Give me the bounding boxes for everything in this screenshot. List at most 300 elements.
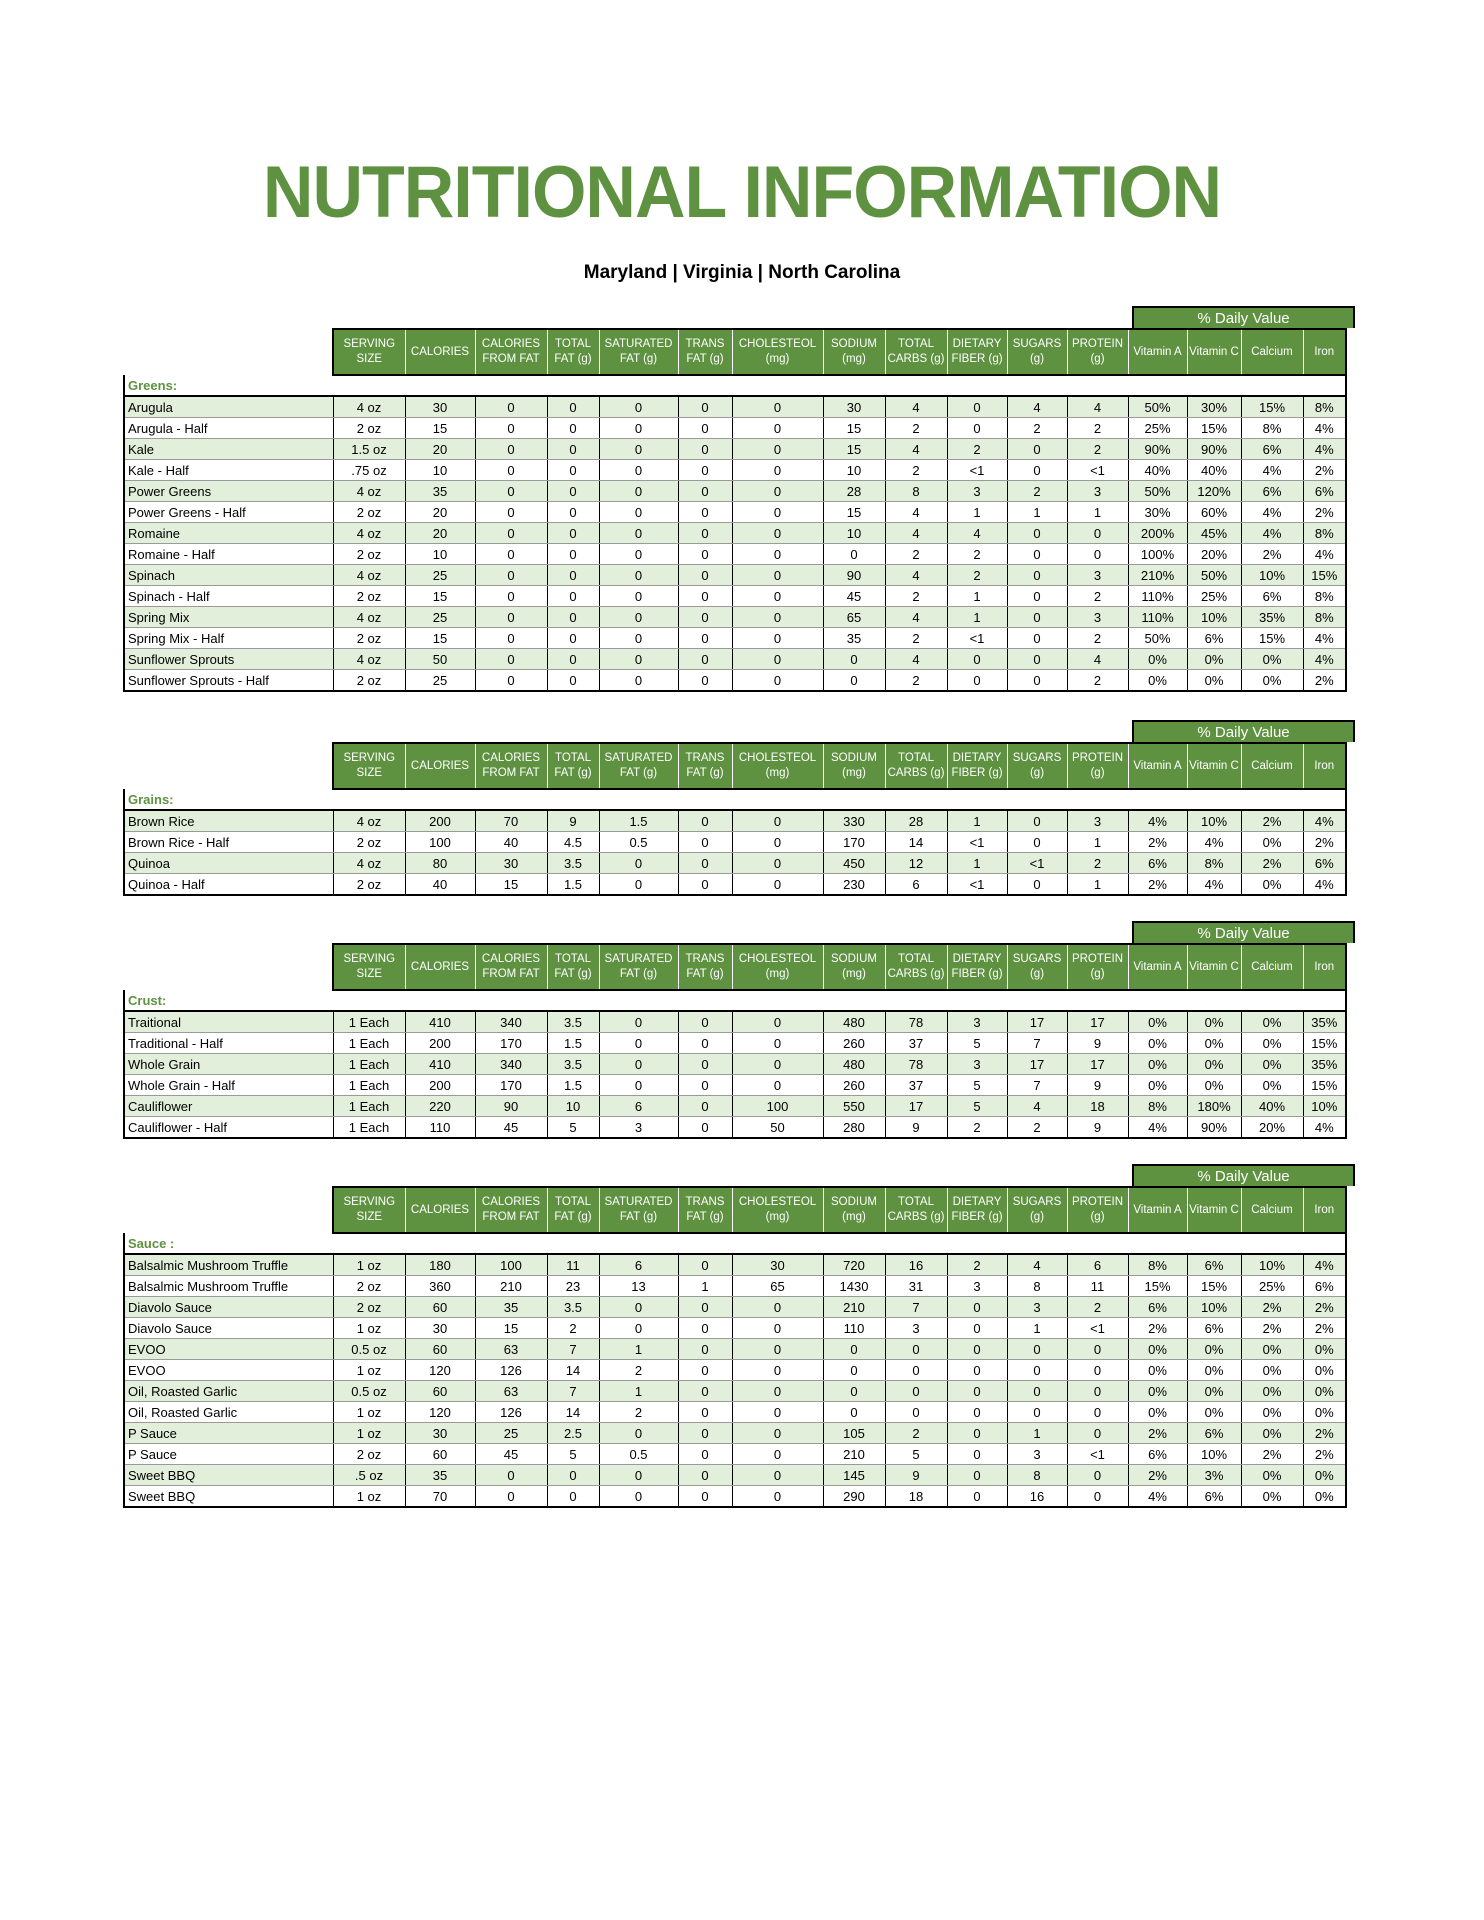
table-cell: 11 [1067,1276,1128,1297]
column-header: SODIUM (mg) [823,743,885,789]
table-cell: 78 [885,1054,947,1075]
table-cell: 7 [547,1381,599,1402]
table-cell: 8 [1007,1276,1067,1297]
table-cell: 0 [678,544,732,565]
table-cell: 2 [947,565,1007,586]
table-cell: 4 [1067,396,1128,418]
column-header: TOTAL FAT (g) [547,743,599,789]
item-name: Traditional - Half [124,1033,333,1054]
table-cell: 0 [947,1486,1007,1508]
table-cell: 0% [1187,1339,1241,1360]
column-header: TOTAL FAT (g) [547,329,599,375]
table-cell: 6 [1067,1254,1128,1276]
table-cell: 0 [599,1486,678,1508]
table-cell: 0 [678,1075,732,1096]
table-cell: 210 [823,1444,885,1465]
table-cell: 15 [823,502,885,523]
item-name: Power Greens [124,481,333,502]
table-cell: 8% [1187,853,1241,874]
table-cell: <1 [1067,460,1128,481]
table-cell: 0 [599,874,678,896]
column-header: Iron [1303,944,1346,990]
table-cell: 7 [547,1339,599,1360]
column-header: SERVING SIZE [333,944,405,990]
table-cell: 14 [547,1360,599,1381]
table-cell: 4 [885,523,947,544]
table-cell: 0 [678,1011,732,1033]
table-cell: 100 [475,1254,547,1276]
table-cell: 0 [1007,1339,1067,1360]
column-header: Vitamin C [1187,1187,1241,1233]
table-cell: 15 [405,628,475,649]
table-cell: 16 [885,1254,947,1276]
item-name: Balsalmic Mushroom Truffle [124,1254,333,1276]
column-header: Iron [1303,743,1346,789]
table-cell: 0 [475,649,547,670]
table-cell: 0 [732,481,823,502]
table-cell: 6 [599,1096,678,1117]
table-cell: 0 [599,1465,678,1486]
table-cell: 15 [405,418,475,439]
table-cell: 20 [405,523,475,544]
table-cell: 9 [885,1465,947,1486]
table-cell: 0% [1187,1381,1241,1402]
table-cell: 6% [1241,439,1303,460]
table-cell: 0 [678,1381,732,1402]
page-title: NUTRITIONAL INFORMATION [262,151,1222,233]
table-row [124,649,1346,670]
item-name: EVOO [124,1360,333,1381]
column-header: DIETARY FIBER (g) [947,743,1007,789]
table-cell: 10% [1187,1444,1241,1465]
table-cell: 110 [823,1318,885,1339]
table-cell: 4% [1241,502,1303,523]
table-cell: 4% [1187,874,1241,896]
table-cell: 0 [1007,565,1067,586]
table-cell: 0 [678,481,732,502]
table-cell: 2 oz [333,418,405,439]
table-cell: 2 [885,460,947,481]
table-cell: 220 [405,1096,475,1117]
table-cell: 2 [547,1318,599,1339]
table-cell: 0 [678,1444,732,1465]
table-cell: 0% [1187,1360,1241,1381]
table-cell: 4 [885,502,947,523]
table-cell: 2% [1303,460,1346,481]
table-row [124,1033,1346,1054]
category-label: Greens: [124,375,1346,396]
column-header: SERVING SIZE [333,329,405,375]
table-cell: 2 oz [333,832,405,853]
table-cell: 15% [1303,565,1346,586]
table-row [124,439,1346,460]
table-cell: 170 [475,1075,547,1096]
table-cell: 1 [947,502,1007,523]
table-row [124,1054,1346,1075]
table-cell: 0 [547,396,599,418]
table-cell: 2 [947,544,1007,565]
table-cell: 0 [732,1011,823,1033]
table-cell: 4% [1187,832,1241,853]
table-cell: 0% [1241,832,1303,853]
table-cell: 2 [1007,418,1067,439]
table-cell: 0 [732,628,823,649]
table-cell: 2% [1303,832,1346,853]
table-cell: 4 oz [333,523,405,544]
table-cell: 10 [547,1096,599,1117]
table-cell: 0% [1241,1075,1303,1096]
column-header: CALORIES FROM FAT [475,743,547,789]
table-cell: 100% [1128,544,1187,565]
table-cell: 200 [405,810,475,832]
table-cell: 90% [1187,439,1241,460]
table-cell: 0 [475,586,547,607]
table-cell: 0 [678,1402,732,1423]
table-cell: 0 [475,523,547,544]
table-cell: 0 [599,670,678,692]
table-cell: 0 [547,502,599,523]
table-cell: 180 [405,1254,475,1276]
table-cell: 18 [1067,1096,1128,1117]
table-row [124,1444,1346,1465]
table-cell: 35 [475,1297,547,1318]
table-cell: 0 [1007,874,1067,896]
column-header: PROTEIN (g) [1067,1187,1128,1233]
table-row [124,670,1346,692]
item-name: Cauliflower [124,1096,333,1117]
header-blank [124,944,333,990]
item-name: Romaine [124,523,333,544]
table-cell: 0 [547,481,599,502]
table-cell: 60 [405,1339,475,1360]
item-name: Power Greens - Half [124,502,333,523]
table-cell: 4% [1303,810,1346,832]
item-name: Sweet BBQ [124,1465,333,1486]
table-cell: 23 [547,1276,599,1297]
table-cell: 0 [547,649,599,670]
table-cell: 15 [475,874,547,896]
column-header: TOTAL FAT (g) [547,1187,599,1233]
table-cell: 0% [1128,1402,1187,1423]
table-cell: 8% [1241,418,1303,439]
table-cell: 2 [1067,439,1128,460]
table-cell: 4% [1128,1486,1187,1508]
table-row [124,607,1346,628]
table-cell: 70 [405,1486,475,1508]
table-row [124,502,1346,523]
table-cell: 120 [405,1360,475,1381]
table-cell: 37 [885,1033,947,1054]
table-cell: 4 oz [333,853,405,874]
column-header: CALORIES FROM FAT [475,944,547,990]
table-cell: 2% [1303,1318,1346,1339]
page-subtitle: Maryland | Virginia | North Carolina [583,262,901,283]
table-cell: 0 [1067,1360,1128,1381]
table-cell: 0% [1241,1033,1303,1054]
table-cell: 0% [1128,1075,1187,1096]
table-cell: 90 [475,1096,547,1117]
table-cell: 2 oz [333,544,405,565]
table-cell: 1 [947,607,1007,628]
table-cell: 0% [1303,1360,1346,1381]
table-cell: 1 Each [333,1011,405,1033]
table-cell: 3 [947,1276,1007,1297]
table-row [124,418,1346,439]
table-cell: 0 [885,1339,947,1360]
table-cell: 2 oz [333,874,405,896]
table-cell: 0% [1241,1465,1303,1486]
header-blank [124,743,333,789]
table-cell: 4 [947,523,1007,544]
table-cell: 0 [547,418,599,439]
table-cell: 7 [885,1297,947,1318]
table-cell: 110 [405,1117,475,1139]
table-row [124,832,1346,853]
column-header: Calcium [1241,944,1303,990]
table-cell: 2% [1241,853,1303,874]
table-cell: 35 [823,628,885,649]
table-cell: 0 [1007,810,1067,832]
table-cell: 2% [1303,670,1346,692]
column-header: PROTEIN (g) [1067,329,1128,375]
table-cell: 0% [1303,1402,1346,1423]
table-cell: 2 [885,670,947,692]
table-cell: 4 oz [333,649,405,670]
table-cell: 0 [1007,439,1067,460]
table-cell: 1 oz [333,1360,405,1381]
table-cell: 10 [405,460,475,481]
table-cell: 0% [1241,1402,1303,1423]
table-cell: 6% [1187,628,1241,649]
table-cell: 0 [678,1465,732,1486]
column-header: SUGARS (g) [1007,743,1067,789]
table-cell: 4% [1303,628,1346,649]
table-cell: 15 [823,439,885,460]
item-name: Kale [124,439,333,460]
table-cell: 0% [1241,1054,1303,1075]
table-cell: 0 [599,1033,678,1054]
table-cell: 1.5 oz [333,439,405,460]
table-cell: 0% [1187,670,1241,692]
table-cell: 360 [405,1276,475,1297]
table-cell: 0 [1007,460,1067,481]
table-cell: 120 [405,1402,475,1423]
column-header: Vitamin A [1128,743,1187,789]
table-cell: 0 [599,1075,678,1096]
table-cell: 0.5 oz [333,1339,405,1360]
table-cell: 0 [599,439,678,460]
table-cell: 30 [732,1254,823,1276]
table-cell: 15% [1241,628,1303,649]
table-cell: 0 [547,439,599,460]
table-cell: 2% [1303,1423,1346,1444]
table-cell: 0% [1303,1465,1346,1486]
table-cell: 50% [1128,481,1187,502]
table-cell: 40% [1128,460,1187,481]
table-cell: 0 [947,1318,1007,1339]
table-cell: 6 [599,1254,678,1276]
table-cell: 2 [599,1360,678,1381]
table-row [124,1297,1346,1318]
nutrition-table [123,943,1347,1139]
table-cell: 4 oz [333,565,405,586]
table-cell: 0 [678,607,732,628]
table-cell: 0 [732,670,823,692]
table-cell: 1.5 [599,810,678,832]
table-cell: 3 [947,481,1007,502]
table-cell: 3 [947,1054,1007,1075]
column-header: TOTAL CARBS (g) [885,1187,947,1233]
table-cell: 25% [1128,418,1187,439]
table-cell: 0 [947,1339,1007,1360]
table-cell: <1 [1007,853,1067,874]
table-cell: 60 [405,1297,475,1318]
table-cell: 63 [475,1381,547,1402]
table-cell: 126 [475,1402,547,1423]
table-cell: 4% [1303,1117,1346,1139]
table-cell: 0 [823,1402,885,1423]
table-cell: 0 [475,460,547,481]
table-cell: 0 [732,1318,823,1339]
table-cell: 0% [1187,1033,1241,1054]
table-cell: 4 [1007,1254,1067,1276]
item-name: Romaine - Half [124,544,333,565]
column-header: CHOLESTEOL (mg) [732,944,823,990]
table-cell: 0% [1241,649,1303,670]
table-cell: 0 [823,1339,885,1360]
table-cell: 45 [475,1444,547,1465]
table-cell: 4 [885,649,947,670]
table-cell: 0% [1128,1011,1187,1033]
table-cell: 0 [547,670,599,692]
table-cell: 0 [599,1011,678,1033]
column-header: Calcium [1241,743,1303,789]
table-cell: 5 [885,1444,947,1465]
item-name: Balsalmic Mushroom Truffle [124,1276,333,1297]
table-cell: 4 [885,607,947,628]
table-cell: 0 [678,460,732,481]
table-cell: 1.5 [547,1075,599,1096]
table-cell: 0 [678,565,732,586]
table-cell: 10% [1303,1096,1346,1117]
table-cell: 0 [475,607,547,628]
table-cell: 35% [1303,1054,1346,1075]
table-cell: 0% [1128,1381,1187,1402]
table-cell: 0 [1007,628,1067,649]
column-header: TRANS FAT (g) [678,944,732,990]
table-cell: 30% [1128,502,1187,523]
nutrition-table [123,1186,1347,1508]
table-cell: 45 [823,586,885,607]
table-cell: 1 [1007,1423,1067,1444]
table-row [124,628,1346,649]
table-cell: 0 [547,1465,599,1486]
table-cell: 1 [1067,832,1128,853]
table-cell: 15% [1303,1075,1346,1096]
table-row [124,1075,1346,1096]
column-header: CALORIES [405,944,475,990]
column-header: SODIUM (mg) [823,329,885,375]
item-name: Diavolo Sauce [124,1318,333,1339]
table-cell: 0 [885,1360,947,1381]
table-cell: 0 [547,628,599,649]
column-header: Vitamin A [1128,1187,1187,1233]
table-cell: 30 [405,396,475,418]
table-cell: 0 [678,874,732,896]
item-name: Spinach [124,565,333,586]
table-cell: 3% [1187,1465,1241,1486]
item-name: Oil, Roasted Garlic [124,1402,333,1423]
table-cell: 10% [1187,810,1241,832]
item-name: Spring Mix - Half [124,628,333,649]
table-cell: 2 [885,544,947,565]
table-cell: 550 [823,1096,885,1117]
table-cell: 0 [1007,586,1067,607]
table-cell: 210 [475,1276,547,1297]
table-cell: <1 [947,460,1007,481]
table-cell: 6% [1303,853,1346,874]
table-cell: 105 [823,1423,885,1444]
table-cell: 260 [823,1033,885,1054]
table-cell: 290 [823,1486,885,1508]
item-name: EVOO [124,1339,333,1360]
table-cell: 340 [475,1011,547,1033]
table-cell: 4% [1303,418,1346,439]
table-cell: 120% [1187,481,1241,502]
table-cell: 0 [732,460,823,481]
item-name: Oil, Roasted Garlic [124,1381,333,1402]
table-cell: 0 [1067,1486,1128,1508]
table-cell: 0 [1007,1360,1067,1381]
table-cell: 0 [475,565,547,586]
table-cell: 2 [1067,418,1128,439]
table-cell: 0 [732,1423,823,1444]
table-cell: 2% [1303,502,1346,523]
table-cell: 0 [547,1486,599,1508]
table-cell: <1 [1067,1444,1128,1465]
table-cell: 2% [1303,1444,1346,1465]
table-cell: 2 oz [333,1297,405,1318]
table-cell: 40% [1241,1096,1303,1117]
table-cell: 3 [599,1117,678,1139]
column-header: DIETARY FIBER (g) [947,944,1007,990]
table-cell: 126 [475,1360,547,1381]
table-cell: 3 [1067,565,1128,586]
table-cell: 0 [547,544,599,565]
column-header: TRANS FAT (g) [678,743,732,789]
table-cell: 60% [1187,502,1241,523]
table-cell: 110% [1128,586,1187,607]
table-cell: 3 [947,1011,1007,1033]
table-cell: 10% [1187,607,1241,628]
table-cell: 2% [1128,1423,1187,1444]
table-cell: 2 [1067,853,1128,874]
table-cell: 0 [678,649,732,670]
table-cell: 110% [1128,607,1187,628]
table-cell: 13 [599,1276,678,1297]
table-cell: 0 [732,1054,823,1075]
item-name: Brown Rice [124,810,333,832]
table-cell: 6% [1128,1444,1187,1465]
column-header: TOTAL CARBS (g) [885,743,947,789]
table-cell: 2 [1007,481,1067,502]
item-name: Spinach - Half [124,586,333,607]
table-cell: 8 [885,481,947,502]
table-cell: 10 [405,544,475,565]
table-cell: 0 [599,565,678,586]
table-cell: 0 [947,418,1007,439]
table-cell: 1 Each [333,1054,405,1075]
